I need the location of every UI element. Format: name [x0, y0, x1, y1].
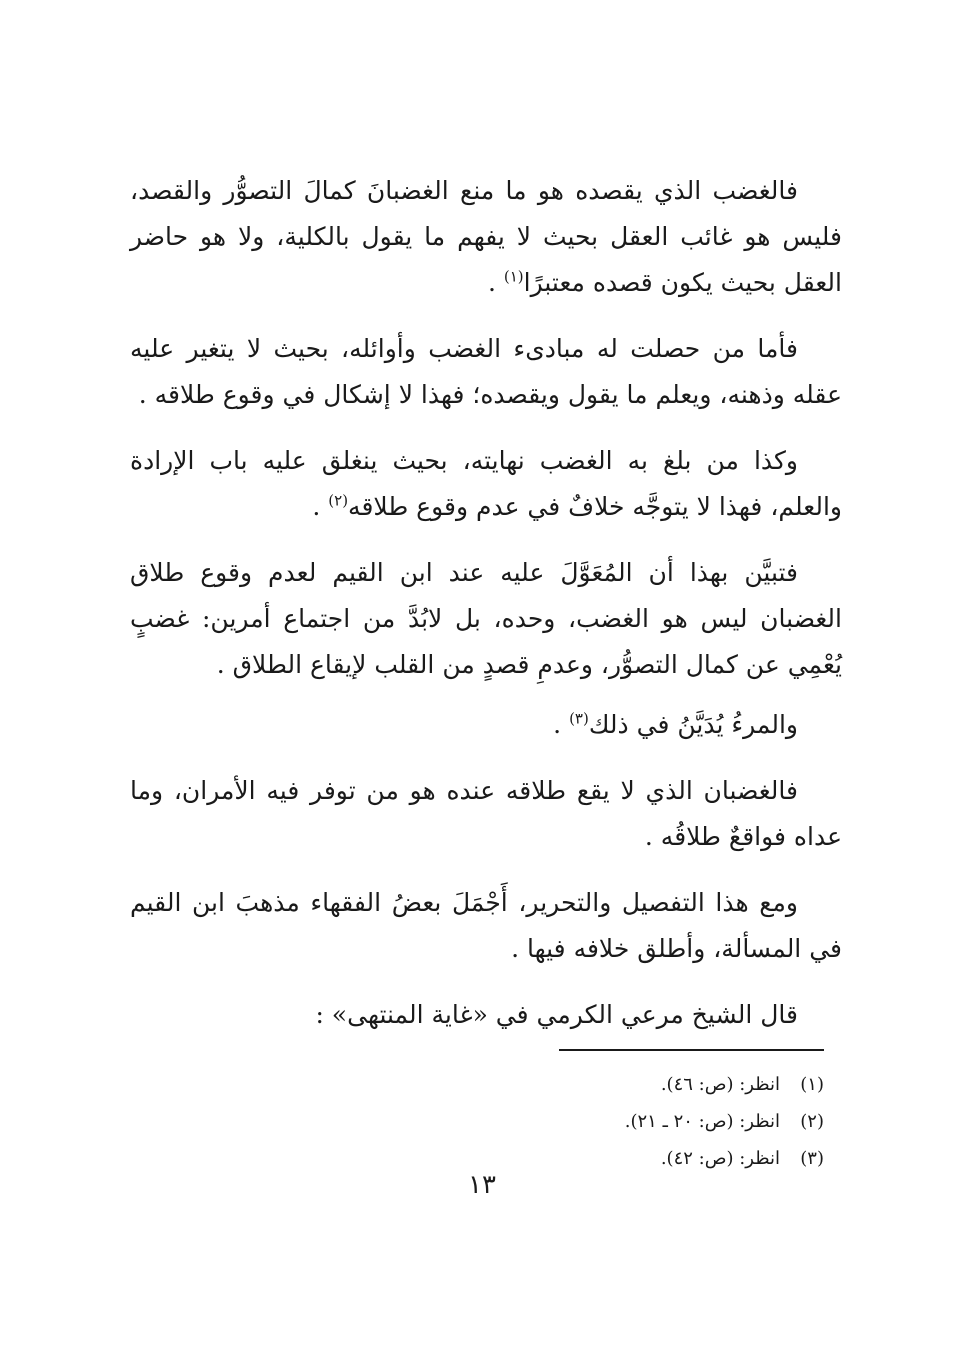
paragraph-3 [130, 438, 842, 530]
paragraph-end: . [312, 492, 329, 521]
paragraph-2 [130, 326, 842, 418]
footnote-2 [324, 1103, 824, 1140]
footnote-divider [559, 1049, 824, 1051]
footnote-1 [324, 1066, 824, 1103]
footnote-number: (٣) [800, 1148, 824, 1169]
paragraph-end: . [553, 710, 570, 739]
footnote-text: انظر: (ص: ٤٢). [660, 1148, 780, 1169]
paragraph-5 [130, 702, 842, 748]
paragraph-7 [130, 880, 842, 972]
paragraph-4 [130, 550, 842, 688]
footnote-text: انظر: (ص: ٢٠ ـ ٢١). [624, 1111, 780, 1132]
footnote-number: (١) [800, 1074, 824, 1095]
paragraph-text: ومع هذا التفصيل والتحرير، أَجْمَلَ بعضُ الفقهاء مذهبَ ابن القيم في المسألة، وأطلق خلافه فيها . [130, 888, 842, 963]
paragraph-text: قال الشيخ مرعي الكرمي في «غاية المنتهى» : [315, 1000, 798, 1029]
paragraph-8 [130, 992, 842, 1038]
footnote-reference-2[interactable]: (٢) [328, 491, 349, 510]
paragraph-text: وكذا من بلغ به الغضب نهايته، بحيث ينغلق عليه باب الإرادة والعلم، فهذا لا يتوجَّه خلافٌ في عدم وقوع طلاقه [130, 446, 842, 521]
paragraph-text: فالغضب الذي يقصده هو ما منع الغضبانَ كمالَ التصوُّر والقصد، فليس هو غائب العقل بحيث لا يفهم ما يقول بالكلية، ولا هو حاضر العقل بحيث يكون قصده معتبرًا [130, 176, 842, 297]
paragraph-text: فالغضبان الذي لا يقع طلاقه عنده هو من توفر فيه الأمران، وما عداه فواقعٌ طلاقُه . [130, 776, 842, 851]
paragraph-text: فتبيَّن بهذا أن المُعَوَّلَ عليه عند ابن القيم لعدم وقوع طلاق الغضبان ليس هو الغضب، وحده، بل لابُدَّ من اجتماع أمرين: غضبٍ يُعْمِي عن كمال التصوُّر، وعدمِ قصدٍ من القلب لإيقاع الطلاق . [130, 558, 842, 679]
footnote-reference-3[interactable]: (٣) [569, 709, 589, 728]
paragraph-end: . [487, 268, 504, 297]
page-number: ١٣ [468, 1170, 496, 1200]
footnote-number: (٢) [800, 1111, 824, 1132]
paragraph-6 [130, 768, 842, 860]
paragraph-text: والمرءُ يُدَيَّنُ في ذلك [588, 710, 798, 739]
page-body [130, 168, 842, 1058]
footnote-text: انظر: (ص: ٤٦). [660, 1074, 780, 1095]
paragraph-1 [130, 168, 842, 306]
paragraph-text: فأما من حصلت له مبادىء الغضب وأوائله، بحيث لا يتغير عليه عقله وذهنه، ويعلم ما يقول ويقصده؛ فهذا لا إشكال في وقوع طلاقه . [130, 334, 842, 409]
footnote-reference-1[interactable]: (١) [503, 267, 524, 286]
footnotes [324, 1066, 824, 1177]
